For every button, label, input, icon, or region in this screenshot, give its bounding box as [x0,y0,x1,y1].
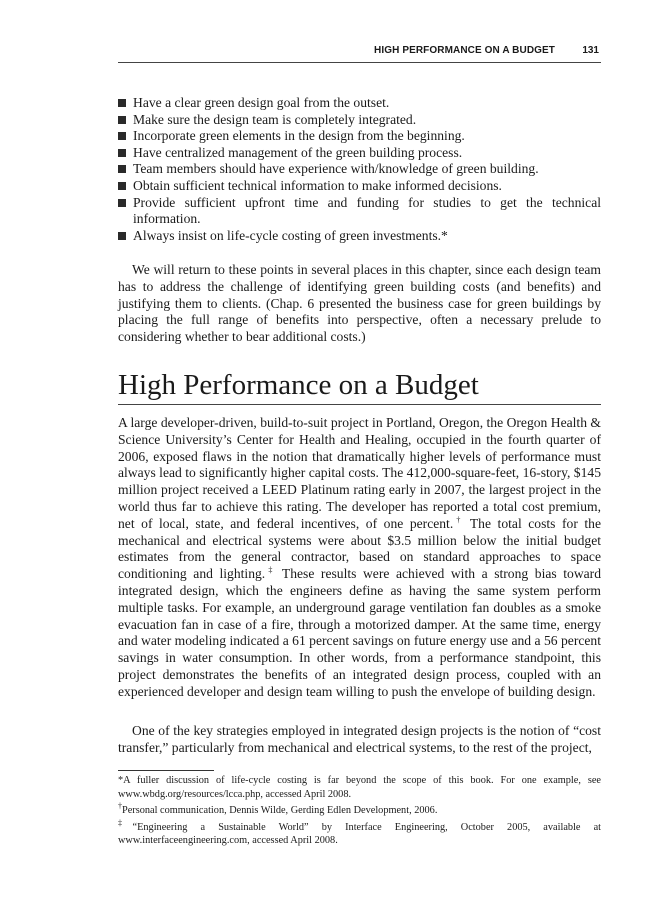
list-item-text: Have a clear green design goal from the outset. [133,95,390,110]
list-item-text: Provide sufficient upfront time and funding for studies to get the technical information. [133,194,601,227]
paragraph-text: A large developer-driven, build-to-suit project in Portland, Oregon, the Oregon Health & Science University’s Center for Health and Healing, occupied in the fourth quarter of 2006, exposed flaws in the notion that dramatically higher levels of performance must always lead to significantly higher capital costs. The 412,000-square-feet, 16-story, $145 million project received a LEED Platinum rating early in 2007, the largest project in the world thus far to achieve this rating. The developer has reported a total cost premium, net of local, state, and federal incentives, of one percent. [118,415,601,531]
list-item [118,178,601,195]
list-item-text: Have centralized management of the green building process. [133,144,463,160]
list-item [118,95,601,112]
footnote-text: *A fuller discussion of life-cycle costing is far beyond the scope of this book. For one example, see www.wbdg.org/resources/lcca.php, accessed April 2008. [118,775,601,800]
page-number: 131 [582,45,599,56]
footnote [118,774,601,801]
paragraph-text: These results were achieved with a strong bias toward integrated design, which the engineers define as having the same system perform multiple tasks. For example, an underground garage ventilation fan doubles as a smoke evacuation fan in case of a fire, through a motorized damper. At the same time, energy and water modeling indicated a 61 percent savings on future energy use and a 56 percent savings in water consumption. In other words, from a performance standpoint, this project demonstrates the benefits of an integrated design process, coupled with an experienced developer and design team willing to push the envelope of building design. [118,566,601,699]
bullet-list [118,95,601,244]
list-item [118,195,601,228]
square-bullet-icon [118,199,126,207]
body-paragraph-2: One of the key strategies employed in integrated design projects is the notion of “cost transfer,” particularly from mechanical and electrical systems, to the rest of the project, [118,723,601,755]
square-bullet-icon [118,132,126,140]
square-bullet-icon [118,116,126,124]
footnote-text: “Engineering a Sustainable World” by Interface Engineering, October 2005, available at www.interfaceengineering.com, accessed April 2008. [118,821,601,847]
footnote-mark: † [118,801,122,811]
square-bullet-icon [118,99,126,107]
list-item-text: Team members should have experience with/knowledge of green building. [133,161,539,177]
paragraph-text: The total costs for the mechanical and electrical systems were about $3.5 million below the initial budget estimates from the general contractor, based on standard approaches to space conditioning and lighting. [118,515,602,582]
running-head-title: HIGH PERFORMANCE ON A BUDGET [374,45,555,56]
list-item-text: Obtain sufficient technical information to make informed decisions. [133,177,502,193]
square-bullet-icon [118,149,126,157]
list-item-text: Make sure the design team is completely integrated. [133,111,417,127]
footnote-mark: ‡ [118,818,133,828]
footnote [118,801,601,818]
list-item [118,112,601,129]
list-item [118,145,601,162]
intro-paragraph: We will return to these points in several places in this chapter, since each design team has to address the challenge of identifying green building costs (and benefits) and justifying them to clients. (Chap. 6 presented the business case for green buildings by placing the full range of benefits into perspective, often a necessary prelude to considering whether to bear additional costs.) [118,262,601,345]
list-item [118,161,601,178]
footnote-text: Personal communication, Dennis Wilde, Gerding Edlen Development, 2006. [122,805,438,817]
square-bullet-icon [118,182,126,190]
square-bullet-icon [118,165,126,173]
list-item [118,128,601,145]
list-item-text: Always insist on life-cycle costing of green investments.* [133,227,448,243]
footnote-reference: † [453,515,464,525]
footnote [118,818,601,848]
running-head [118,44,601,63]
list-item-text: Incorporate green elements in the design from the beginning. [133,128,465,144]
footnote-divider [118,770,214,771]
square-bullet-icon [118,232,126,240]
section-heading: High Performance on a Budget [118,368,601,405]
list-item [118,228,601,245]
footnotes [118,774,601,851]
footnote-reference: ‡ [265,565,276,575]
body-paragraph-1 [118,415,601,701]
